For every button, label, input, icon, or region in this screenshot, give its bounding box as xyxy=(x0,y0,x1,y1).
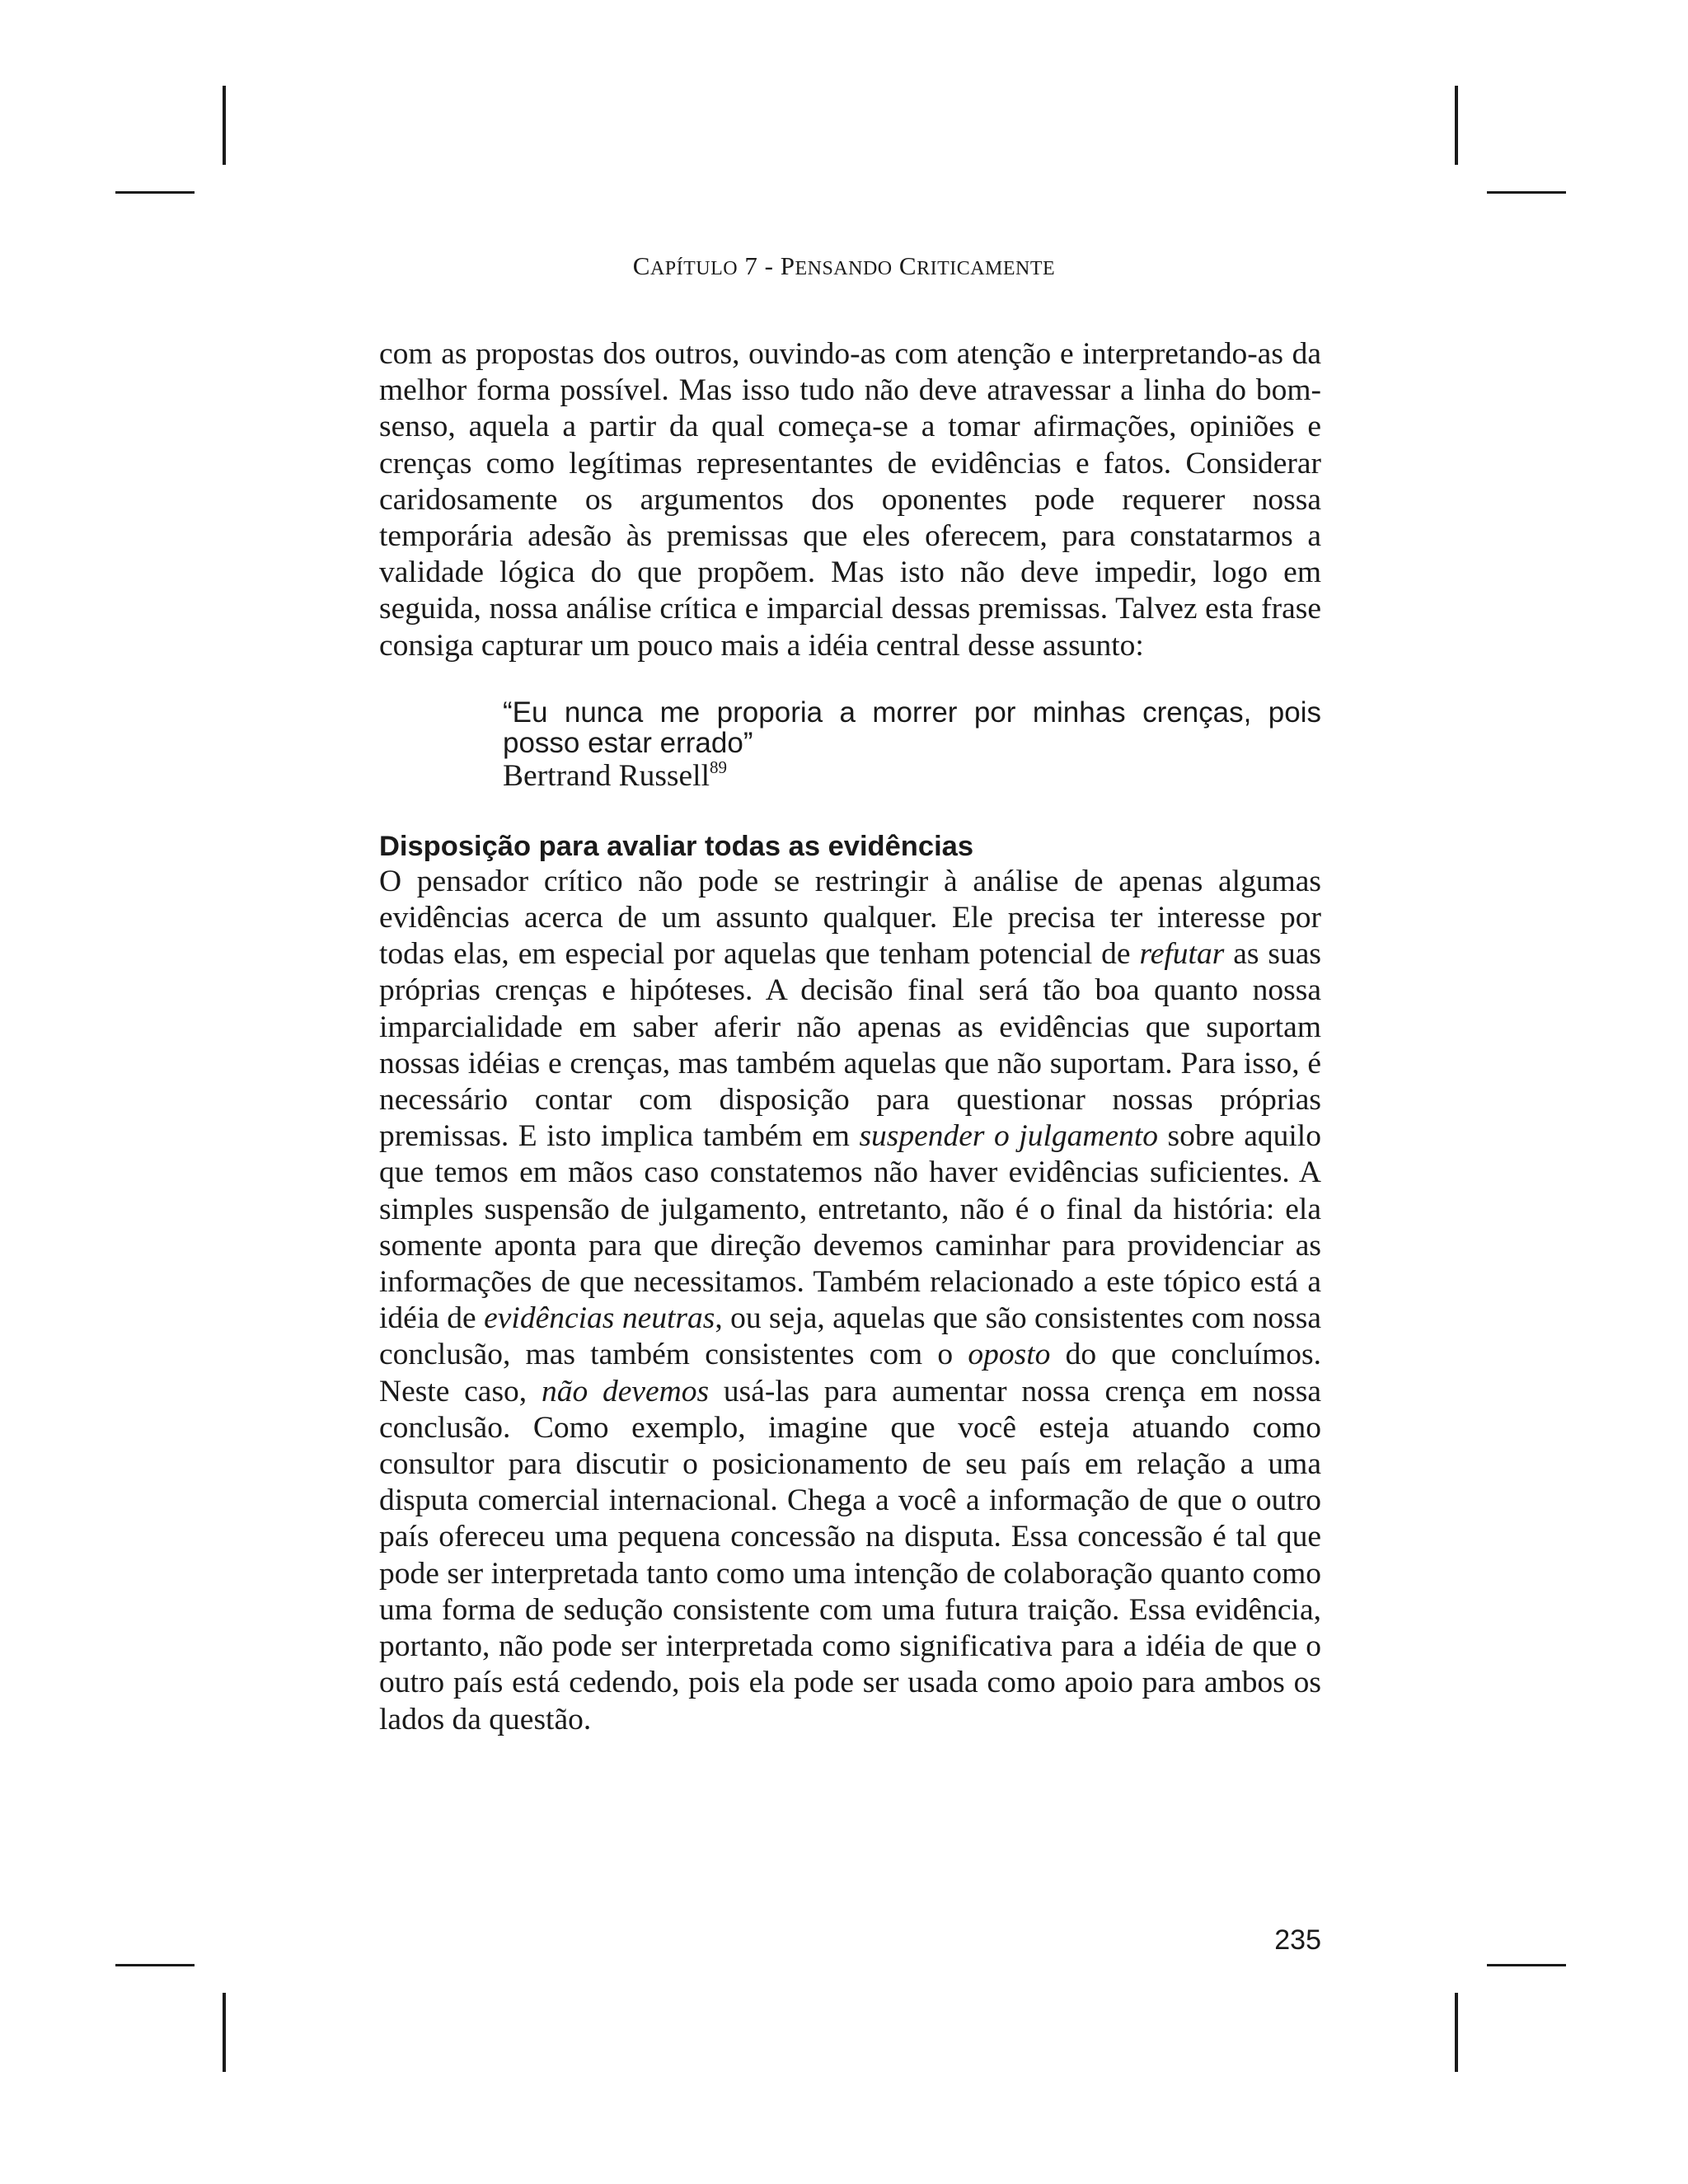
emphasis-text: suspender o julgamento xyxy=(859,1119,1159,1154)
body-text xyxy=(379,336,1321,1738)
crop-mark-bottom-right-horizontal xyxy=(1487,1964,1566,1966)
running-head-title-initial-2: C xyxy=(898,251,917,280)
running-head-chapter-number: 7 - xyxy=(738,251,781,280)
running-head-title-initial-1: P xyxy=(780,251,795,280)
paragraph-text: usá-las para aumentar nossa crença em nossa conclusão. Como exemplo, imagine que você esteja atuando como consultor para discutir o posicionamento de seu país em relação a uma disputa comercial internacional. Chega a você a informação de que o outro país ofereceu uma pequena concessão na disputa. Essa concessão é tal que pode ser interpretada tanto como uma intenção de colaboração quanto como uma forma de sedução consistente com uma futura traição. Essa evidência, portanto, não pode ser interpretada como significativa para a idéia de que o outro país está cedendo, pois ela pode ser usada como apoio para ambos os lados da questão. xyxy=(379,1374,1321,1736)
paragraph-text: , ou seja, aquelas que são consistentes com nossa conclusão, mas também consistentes com o xyxy=(379,1301,1321,1372)
running-head-chapter-smallcaps: APÍTULO xyxy=(649,258,738,279)
crop-mark-top-left-horizontal xyxy=(115,191,195,194)
paragraph-text: do que concluímos. Neste caso, xyxy=(379,1338,1321,1408)
crop-mark-top-right-vertical xyxy=(1455,86,1458,165)
emphasis-text: não devemos xyxy=(541,1374,710,1408)
crop-mark-bottom-left-horizontal xyxy=(115,1964,195,1966)
crop-mark-top-right-horizontal xyxy=(1487,191,1566,194)
quote-text: “Eu nunca me proporia a morrer por minhas crenças, pois posso estar errado” xyxy=(503,696,1321,759)
section-heading: Disposição para avaliar todas as evidências xyxy=(379,830,974,862)
section-paragraph xyxy=(379,864,1321,1738)
page-number: 235 xyxy=(1274,1924,1321,1956)
emphasis-text: evidências neutras xyxy=(484,1301,715,1336)
crop-mark-bottom-right-vertical xyxy=(1455,1993,1458,2072)
quote-author-name: Bertrand Russell xyxy=(503,758,710,793)
running-head-title-space xyxy=(893,251,899,280)
crop-mark-top-left-vertical xyxy=(223,86,226,165)
intro-paragraph: com as propostas dos outros, ouvindo-as com atenção e interpretando-as da melhor forma possível. Mas isso tudo não deve atravessar a linha do bom-senso, aquela a partir da qual começa-se a tomar afirmações, opiniões e crenças como legítimas representantes de evidências e fatos. Considerar caridosamente os argumentos dos oponentes pode requerer nossa temporária adesão às premissas que eles oferecem, para constatarmos a validade lógica do que propõem. Mas isto não deve impedir, logo em seguida, nossa análise crítica e imparcial dessas premissas. Talvez esta frase consiga capturar um pouco mais a idéia central desse assunto: xyxy=(379,337,1321,663)
paragraph-text: sobre aquilo que temos em mãos caso constatemos não haver evidências suficientes. A simples suspensão de julgamento, entretanto, não é o final da história: ela somente aponta para que direção devemos caminhar para providenciar as informações de que necessitamos. Também relacionado a este tópico está a idéia de xyxy=(379,1119,1321,1336)
running-head-title-smallcaps-2: RITICAMENTE xyxy=(917,258,1056,279)
emphasis-text: refutar xyxy=(1139,937,1225,972)
paragraph-text: as suas próprias crenças e hipóteses. A decisão final será tão boa quanto nossa imparcialidade em saber aferir não apenas as evidências que suportam nossas idéias e crenças, mas também aquelas que não suportam. Para isso, é necessário contar com disposição para questionar nossas próprias premissas. E isto implica também em xyxy=(379,937,1321,1154)
emphasis-text: oposto xyxy=(968,1338,1051,1372)
running-head-chapter-initial: C xyxy=(632,251,650,280)
running-head xyxy=(0,251,1688,281)
paragraph-text: O pensador crítico não pode se restringir à análise de apenas algumas evidências acerca de um assunto qualquer. Ele precisa ter interesse por todas elas, em especial por aquelas que tenham potencial de xyxy=(379,864,1321,972)
footnote-reference: 89 xyxy=(710,757,728,777)
running-head-title-smallcaps-1: ENSANDO xyxy=(795,258,893,279)
quote-attribution xyxy=(503,758,1321,794)
crop-mark-bottom-left-vertical xyxy=(223,1993,226,2072)
